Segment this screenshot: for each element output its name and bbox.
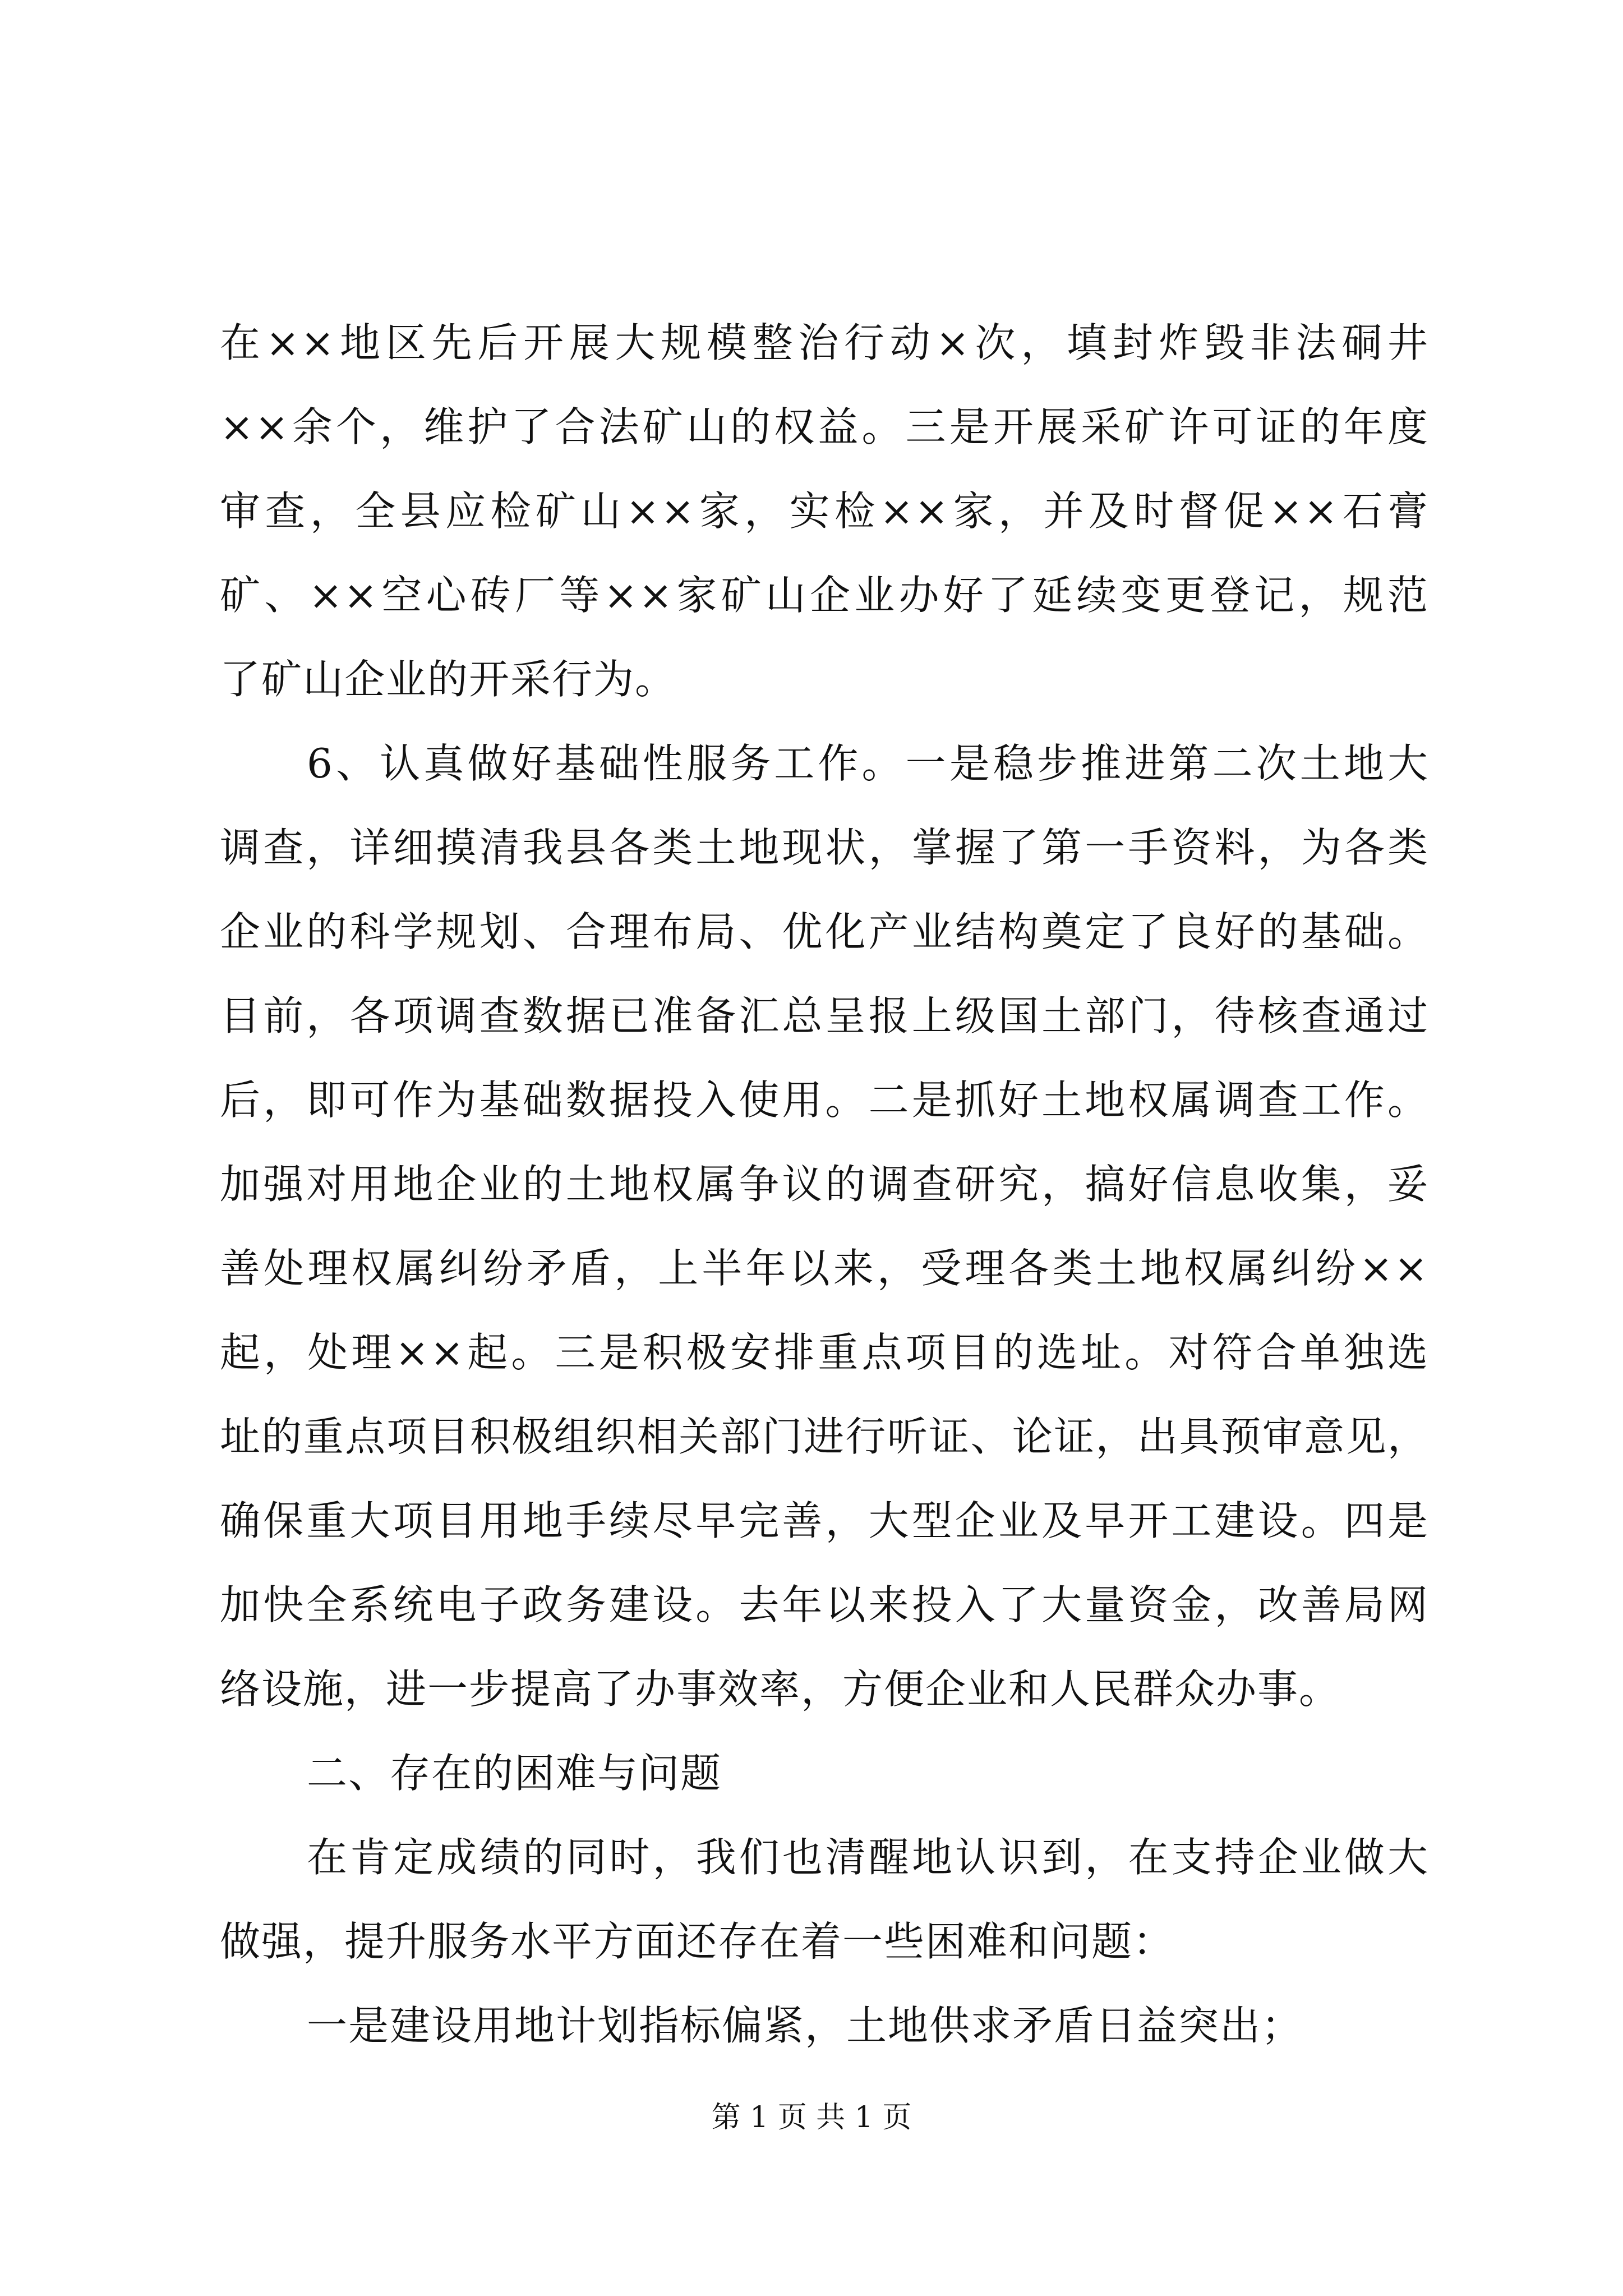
text-line-19: 在肯定成绩的同时，我们也清醒地认识到，在支持企业做大 (307, 1834, 1429, 1881)
text-line-16: 加快全系统电子政务建设。去年以来投入了大量资金，改善局网 (220, 1581, 1429, 1628)
text-line-5: 了矿山企业的开采行为。 (220, 656, 677, 703)
document-body (220, 301, 1429, 2068)
text-line-10: 后，即可作为基础数据投入使用。二是抓好土地权属调查工作。 (220, 1076, 1429, 1124)
text-line-17: 络设施，进一步提高了办事效率，方便企业和人民群众办事。 (220, 1665, 1341, 1713)
page-number-footer: 第 1 页 共 1 页 (711, 2101, 912, 2134)
section-heading: 二、存在的困难与问题 (307, 1750, 722, 1797)
text-line-7: 调查，详细摸清我县各类土地现状，掌握了第一手资料，为各类 (220, 824, 1429, 871)
text-line-1: 在××地区先后开展大规模整治行动×次，填封炸毁非法硐井 (220, 319, 1429, 366)
text-line-21: 一是建设用地计划指标偏紧，土地供求矛盾日益突出； (307, 2002, 1303, 2049)
text-line-4: 矿、××空心砖厂等××家矿山企业办好了延续变更登记，规范 (220, 572, 1429, 619)
text-line-14: 址的重点项目积极组织相关部门进行听证、论证，出具预审意见， (220, 1413, 1429, 1460)
text-line-3: 审查，全县应检矿山××家，实检××家，并及时督促××石膏 (220, 487, 1429, 535)
text-line-15: 确保重大项目用地手续尽早完善，大型企业及早开工建设。四是 (220, 1497, 1429, 1544)
text-line-13: 起，处理××起。三是积极安排重点项目的选址。对符合单独选 (220, 1329, 1429, 1376)
text-line-12: 善处理权属纠纷矛盾，上半年以来，受理各类土地权属纠纷×× (220, 1245, 1429, 1292)
text-line-9: 目前，各项调查数据已准备汇总呈报上级国土部门，待核查通过 (220, 992, 1429, 1039)
text-line-8: 企业的科学规划、合理布局、优化产业结构奠定了良好的基础。 (220, 908, 1429, 955)
text-line-11: 加强对用地企业的土地权属争议的调查研究，搞好信息收集，妥 (220, 1161, 1429, 1208)
text-line-20: 做强，提升服务水平方面还存在着一些困难和问题： (220, 1918, 1175, 1965)
text-line-2: ××余个，维护了合法矿山的权益。三是开展采矿许可证的年度 (220, 403, 1429, 450)
text-line-6: 6、认真做好基础性服务工作。一是稳步推进第二次土地大 (307, 740, 1429, 787)
